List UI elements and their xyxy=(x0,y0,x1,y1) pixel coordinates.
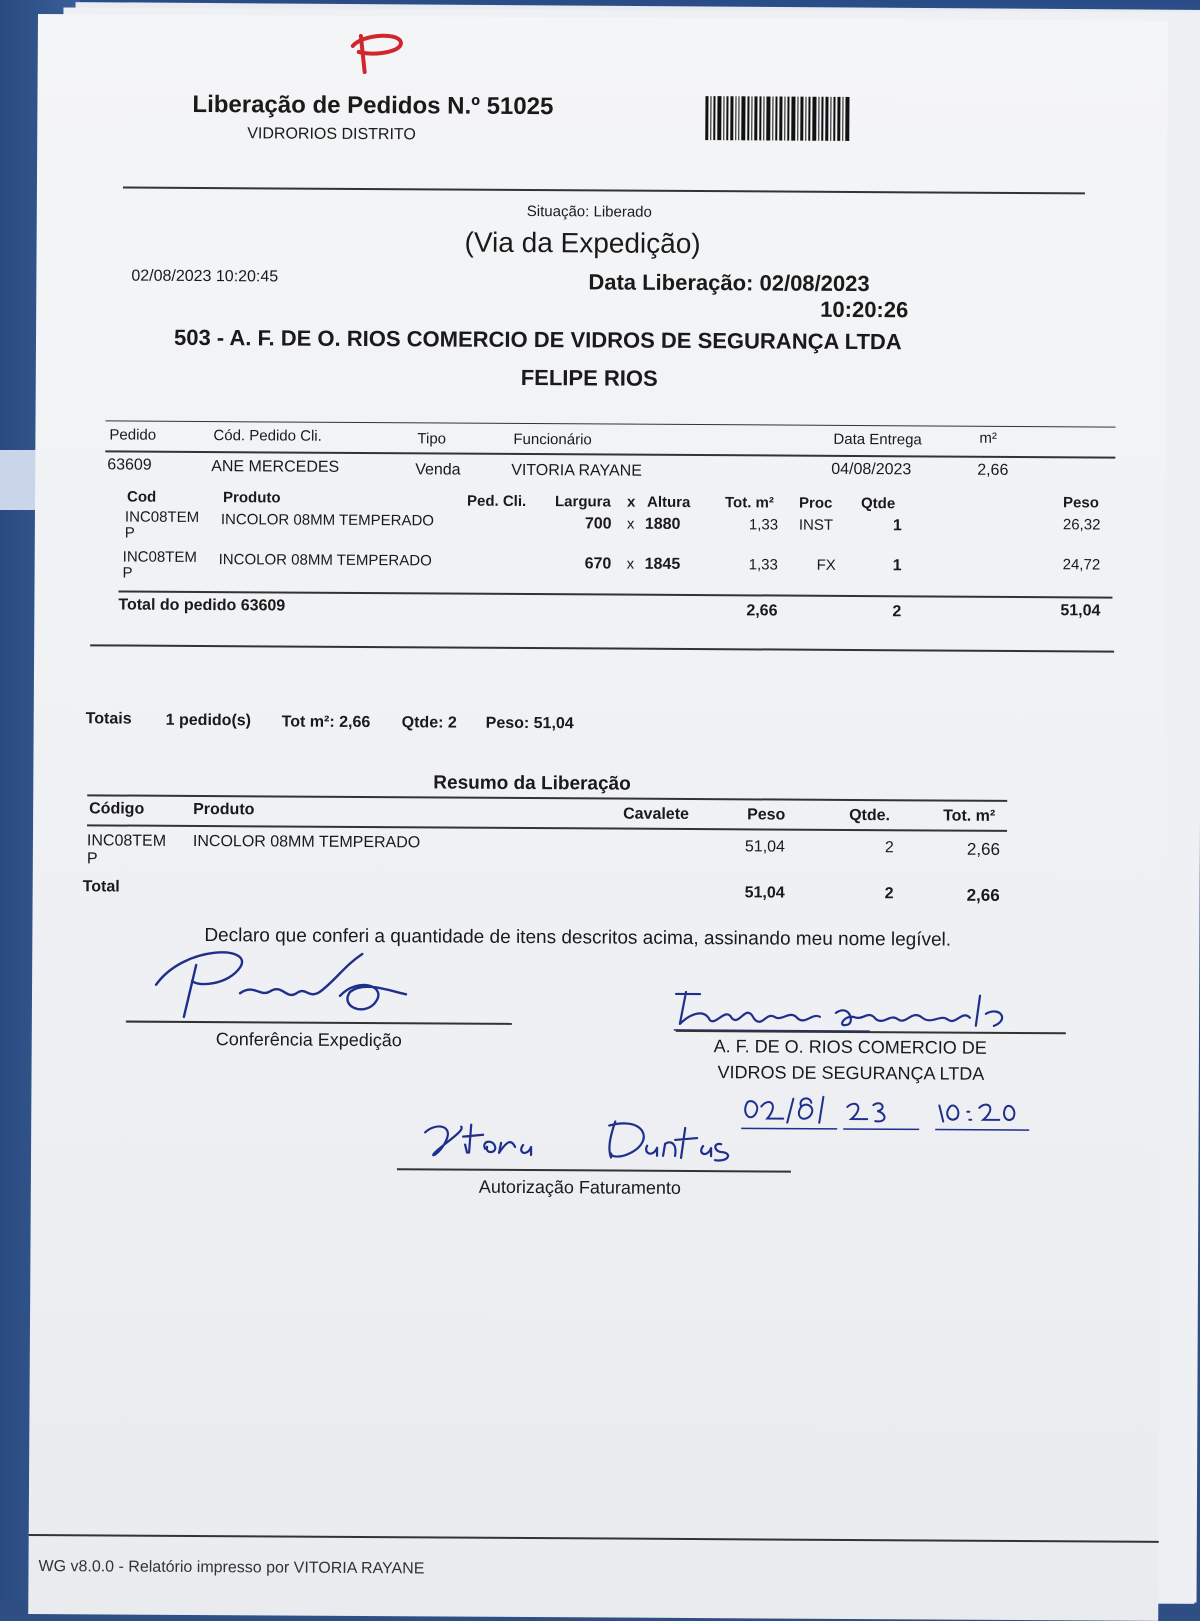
col-proc: Proc xyxy=(798,494,833,512)
item-peso: 26,32 xyxy=(1062,516,1101,534)
item-tot-m2: 1,33 xyxy=(748,556,778,574)
col-funcionario: Funcionário xyxy=(513,430,592,449)
col-largura: Largura xyxy=(554,493,611,511)
col-tipo: Tipo xyxy=(417,430,447,448)
footer-rule xyxy=(29,1534,1159,1543)
declaration-text: Declaro que conferi a quantidade de itens descritos acima, assinando meu nome legível. xyxy=(204,925,952,951)
summary-codigo-cont: P xyxy=(86,850,98,868)
signature-autorizacao xyxy=(415,1112,775,1174)
item-peso: 24,72 xyxy=(1062,556,1101,574)
signature-conferencia xyxy=(144,935,415,1027)
totals-m2: Tot m²: 2,66 xyxy=(281,713,371,732)
copy-type: (Via da Expedição) xyxy=(464,226,701,260)
col-cod: Cod xyxy=(126,488,157,506)
release-document xyxy=(28,14,1168,1621)
release-date: Data Liberação: 02/08/2023 xyxy=(588,269,870,297)
summary-total-m2: 2,66 xyxy=(966,885,1000,905)
summary-codigo: INC08TEM xyxy=(86,832,167,850)
totals-pedidos: 1 pedido(s) xyxy=(165,711,252,730)
summary-col-qtde: Qtde. xyxy=(849,806,891,825)
footer-text: WG v8.0.0 - Relatório impresso por VITORIA RAYANE xyxy=(38,1558,425,1578)
order-total-peso: 51,04 xyxy=(1060,602,1101,620)
order-m2: 2,66 xyxy=(977,461,1009,479)
summary-qtde: 2 xyxy=(884,839,894,857)
section-divider xyxy=(90,644,1114,652)
item-cod: INC08TEM xyxy=(122,548,197,566)
summary-col-peso: Peso xyxy=(747,806,786,824)
client-name: 503 - A. F. DE O. RIOS COMERCIO DE VIDROS DE SEGURANÇA LTDA xyxy=(173,324,902,355)
summary-produto: INCOLOR 08MM TEMPERADO xyxy=(192,832,421,852)
item-altura: 1880 xyxy=(644,515,681,533)
col-altura: Altura xyxy=(646,493,691,511)
item-cod: INC08TEM xyxy=(124,508,200,526)
order-total-qtde: 2 xyxy=(892,603,902,621)
item-cod-cont: P xyxy=(122,564,133,582)
summary-total-peso: 51,04 xyxy=(744,884,785,902)
col-x: x xyxy=(626,493,636,511)
col-ped-cli: Ped. Cli. xyxy=(466,492,527,510)
order-funcionario: VITORIA RAYANE xyxy=(511,461,642,480)
col-data-entrega: Data Entrega xyxy=(833,430,922,449)
signature-cliente xyxy=(670,984,1030,1036)
order-total-label: Total do pedido 63609 xyxy=(118,596,286,615)
item-qtde: 1 xyxy=(892,557,902,575)
col-cod-pedido-cli: Cód. Pedido Cli. xyxy=(213,427,322,445)
item-cod-cont: P xyxy=(124,524,135,542)
print-datetime: 02/08/2023 10:20:45 xyxy=(131,267,279,286)
summary-tot-m2: 2,66 xyxy=(966,839,1001,859)
col-produto: Produto xyxy=(222,489,281,507)
summary-col-tot-m2: Tot. m² xyxy=(943,807,996,825)
col-qtde: Qtde xyxy=(860,495,896,513)
item-largura: 700 xyxy=(584,515,612,533)
item-tot-m2: 1,33 xyxy=(748,516,779,534)
item-proc: FX xyxy=(816,556,836,574)
summary-peso: 51,04 xyxy=(744,838,786,856)
summary-col-codigo: Código xyxy=(89,800,145,818)
order-tipo: Venda xyxy=(415,461,461,479)
col-pedido: Pedido xyxy=(109,426,157,444)
totals-label: Totais xyxy=(85,710,132,728)
client-contact: FELIPE RIOS xyxy=(520,364,658,391)
totals-peso: Peso: 51,04 xyxy=(485,714,574,733)
order-total-m2: 2,66 xyxy=(746,602,778,620)
item-x: x xyxy=(626,515,635,533)
order-cod-cli: ANE MERCEDES xyxy=(211,458,340,476)
summary-title: Resumo da Liberação xyxy=(433,772,631,795)
header-divider xyxy=(123,187,1085,195)
totals-qtde: Qtde: 2 xyxy=(401,714,457,732)
item-largura: 670 xyxy=(584,555,612,573)
col-tot-m2: Tot. m² xyxy=(724,494,774,512)
signature-label-left: Conferência Expedição xyxy=(215,1029,402,1051)
col-m2: m² xyxy=(979,429,997,447)
item-proc: INST xyxy=(798,516,834,534)
summary-col-produto: Produto xyxy=(193,800,255,819)
item-produto: INCOLOR 08MM TEMPERADO xyxy=(220,511,435,530)
handwritten-date xyxy=(739,1092,1039,1134)
order-data-entrega: 04/08/2023 xyxy=(831,460,912,479)
summary-total-qtde: 2 xyxy=(884,885,894,903)
item-qtde: 1 xyxy=(892,517,902,535)
item-altura: 1845 xyxy=(644,555,681,573)
status-text: Situação: Liberado xyxy=(526,202,652,221)
signature-label-bottom: Autorização Faturamento xyxy=(478,1176,682,1198)
signature-label-right-1: A. F. DE O. RIOS COMERCIO DE xyxy=(713,1036,987,1058)
summary-total-label: Total xyxy=(82,878,120,896)
summary-col-cavalete: Cavalete xyxy=(623,805,690,823)
red-handwritten-mark xyxy=(343,28,413,78)
release-time: 10:20:26 xyxy=(820,296,909,323)
summary-header-rule xyxy=(87,824,1007,832)
item-x: x xyxy=(626,555,635,573)
barcode xyxy=(705,96,873,141)
item-produto: INCOLOR 08MM TEMPERADO xyxy=(218,551,432,570)
col-peso: Peso xyxy=(1062,494,1099,512)
order-pedido: 63609 xyxy=(107,456,152,474)
company-short-name: VIDRORIOS DISTRITO xyxy=(247,125,416,144)
document-title: Liberação de Pedidos N.º 51025 xyxy=(192,90,554,121)
signature-label-right-2: VIDROS DE SEGURANÇA LTDA xyxy=(717,1062,985,1084)
